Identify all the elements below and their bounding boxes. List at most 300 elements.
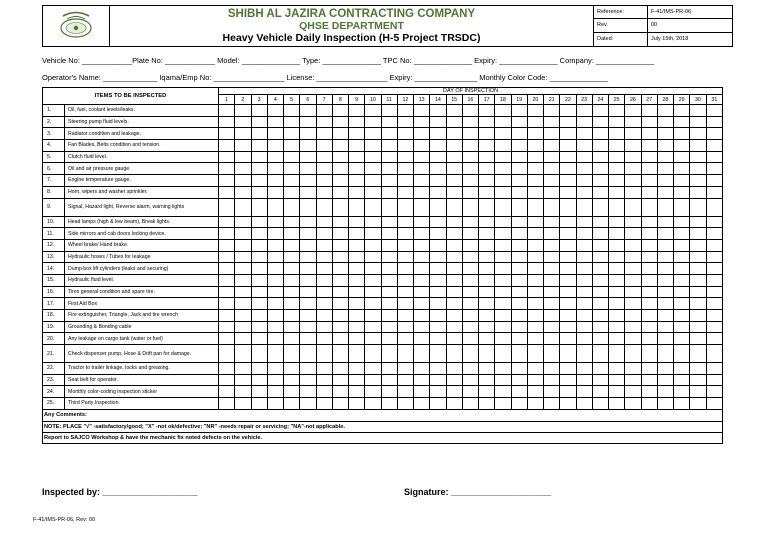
check-cell[interactable] bbox=[560, 140, 576, 152]
check-cell[interactable] bbox=[641, 274, 657, 286]
check-cell[interactable] bbox=[544, 398, 560, 410]
check-cell[interactable] bbox=[251, 175, 267, 187]
check-cell[interactable] bbox=[609, 228, 625, 240]
check-cell[interactable] bbox=[511, 175, 527, 187]
check-cell[interactable] bbox=[397, 128, 413, 140]
check-cell[interactable] bbox=[430, 163, 446, 175]
check-cell[interactable] bbox=[544, 116, 560, 128]
check-cell[interactable] bbox=[479, 321, 495, 333]
check-cell[interactable] bbox=[365, 239, 381, 251]
check-cell[interactable] bbox=[267, 274, 283, 286]
check-cell[interactable] bbox=[235, 263, 251, 275]
check-cell[interactable] bbox=[446, 374, 462, 386]
check-cell[interactable] bbox=[609, 216, 625, 228]
check-cell[interactable] bbox=[674, 386, 690, 398]
check-cell[interactable] bbox=[641, 374, 657, 386]
check-cell[interactable] bbox=[560, 298, 576, 310]
check-cell[interactable] bbox=[674, 251, 690, 263]
check-cell[interactable] bbox=[544, 374, 560, 386]
check-cell[interactable] bbox=[349, 374, 365, 386]
check-cell[interactable] bbox=[284, 140, 300, 152]
check-cell[interactable] bbox=[544, 251, 560, 263]
check-cell[interactable] bbox=[349, 198, 365, 216]
check-cell[interactable] bbox=[511, 298, 527, 310]
check-cell[interactable] bbox=[219, 105, 235, 117]
check-cell[interactable] bbox=[479, 333, 495, 345]
check-cell[interactable] bbox=[674, 363, 690, 375]
check-cell[interactable] bbox=[235, 163, 251, 175]
check-cell[interactable] bbox=[430, 216, 446, 228]
check-cell[interactable] bbox=[251, 228, 267, 240]
check-cell[interactable] bbox=[414, 105, 430, 117]
check-cell[interactable] bbox=[576, 345, 592, 363]
check-cell[interactable] bbox=[462, 363, 478, 375]
check-cell[interactable] bbox=[625, 175, 641, 187]
check-cell[interactable] bbox=[414, 128, 430, 140]
check-cell[interactable] bbox=[479, 163, 495, 175]
check-cell[interactable] bbox=[560, 186, 576, 198]
check-cell[interactable] bbox=[284, 363, 300, 375]
check-cell[interactable] bbox=[414, 345, 430, 363]
check-cell[interactable] bbox=[706, 286, 723, 298]
check-cell[interactable] bbox=[511, 198, 527, 216]
check-cell[interactable] bbox=[690, 151, 706, 163]
check-cell[interactable] bbox=[267, 286, 283, 298]
check-cell[interactable] bbox=[560, 151, 576, 163]
check-cell[interactable] bbox=[625, 274, 641, 286]
check-cell[interactable] bbox=[674, 151, 690, 163]
check-cell[interactable] bbox=[511, 105, 527, 117]
check-cell[interactable] bbox=[641, 251, 657, 263]
check-cell[interactable] bbox=[592, 151, 608, 163]
check-cell[interactable] bbox=[511, 151, 527, 163]
check-cell[interactable] bbox=[349, 116, 365, 128]
check-cell[interactable] bbox=[414, 263, 430, 275]
check-cell[interactable] bbox=[576, 263, 592, 275]
check-cell[interactable] bbox=[544, 298, 560, 310]
check-cell[interactable] bbox=[560, 398, 576, 410]
check-cell[interactable] bbox=[706, 151, 723, 163]
check-cell[interactable] bbox=[365, 263, 381, 275]
check-cell[interactable] bbox=[397, 286, 413, 298]
check-cell[interactable] bbox=[609, 321, 625, 333]
check-cell[interactable] bbox=[430, 286, 446, 298]
check-cell[interactable] bbox=[446, 286, 462, 298]
check-cell[interactable] bbox=[462, 333, 478, 345]
check-cell[interactable] bbox=[592, 321, 608, 333]
check-cell[interactable] bbox=[267, 310, 283, 322]
check-cell[interactable] bbox=[430, 321, 446, 333]
check-cell[interactable] bbox=[430, 274, 446, 286]
check-cell[interactable] bbox=[592, 175, 608, 187]
check-cell[interactable] bbox=[381, 274, 397, 286]
check-cell[interactable] bbox=[462, 298, 478, 310]
check-cell[interactable] bbox=[609, 298, 625, 310]
check-cell[interactable] bbox=[690, 140, 706, 152]
check-cell[interactable] bbox=[625, 251, 641, 263]
check-cell[interactable] bbox=[414, 386, 430, 398]
check-cell[interactable] bbox=[544, 286, 560, 298]
check-cell[interactable] bbox=[544, 216, 560, 228]
check-cell[interactable] bbox=[690, 374, 706, 386]
check-cell[interactable] bbox=[511, 163, 527, 175]
check-cell[interactable] bbox=[527, 228, 543, 240]
check-cell[interactable] bbox=[235, 363, 251, 375]
check-cell[interactable] bbox=[235, 216, 251, 228]
check-cell[interactable] bbox=[414, 274, 430, 286]
check-cell[interactable] bbox=[625, 239, 641, 251]
check-cell[interactable] bbox=[511, 239, 527, 251]
check-cell[interactable] bbox=[251, 140, 267, 152]
check-cell[interactable] bbox=[251, 286, 267, 298]
check-cell[interactable] bbox=[462, 345, 478, 363]
check-cell[interactable] bbox=[430, 105, 446, 117]
check-cell[interactable] bbox=[495, 274, 511, 286]
check-cell[interactable] bbox=[446, 298, 462, 310]
check-cell[interactable] bbox=[657, 128, 673, 140]
check-cell[interactable] bbox=[235, 321, 251, 333]
check-cell[interactable] bbox=[690, 251, 706, 263]
check-cell[interactable] bbox=[332, 333, 348, 345]
check-cell[interactable] bbox=[381, 175, 397, 187]
check-cell[interactable] bbox=[609, 105, 625, 117]
check-cell[interactable] bbox=[381, 263, 397, 275]
check-cell[interactable] bbox=[381, 116, 397, 128]
check-cell[interactable] bbox=[300, 198, 316, 216]
check-cell[interactable] bbox=[235, 151, 251, 163]
check-cell[interactable] bbox=[365, 310, 381, 322]
check-cell[interactable] bbox=[251, 386, 267, 398]
check-cell[interactable] bbox=[284, 163, 300, 175]
check-cell[interactable] bbox=[365, 198, 381, 216]
check-cell[interactable] bbox=[397, 274, 413, 286]
check-cell[interactable] bbox=[609, 374, 625, 386]
check-cell[interactable] bbox=[625, 374, 641, 386]
check-cell[interactable] bbox=[414, 310, 430, 322]
check-cell[interactable] bbox=[495, 251, 511, 263]
check-cell[interactable] bbox=[446, 345, 462, 363]
check-cell[interactable] bbox=[690, 345, 706, 363]
check-cell[interactable] bbox=[284, 105, 300, 117]
check-cell[interactable] bbox=[430, 140, 446, 152]
check-cell[interactable] bbox=[381, 345, 397, 363]
check-cell[interactable] bbox=[446, 175, 462, 187]
check-cell[interactable] bbox=[511, 228, 527, 240]
check-cell[interactable] bbox=[592, 163, 608, 175]
check-cell[interactable] bbox=[349, 140, 365, 152]
check-cell[interactable] bbox=[706, 239, 723, 251]
check-cell[interactable] bbox=[511, 140, 527, 152]
check-cell[interactable] bbox=[235, 286, 251, 298]
check-cell[interactable] bbox=[235, 333, 251, 345]
check-cell[interactable] bbox=[332, 198, 348, 216]
check-cell[interactable] bbox=[641, 386, 657, 398]
check-cell[interactable] bbox=[674, 398, 690, 410]
check-cell[interactable] bbox=[446, 186, 462, 198]
check-cell[interactable] bbox=[235, 374, 251, 386]
check-cell[interactable] bbox=[284, 228, 300, 240]
check-cell[interactable] bbox=[332, 274, 348, 286]
check-cell[interactable] bbox=[690, 239, 706, 251]
check-cell[interactable] bbox=[381, 333, 397, 345]
check-cell[interactable] bbox=[235, 310, 251, 322]
check-cell[interactable] bbox=[527, 398, 543, 410]
check-cell[interactable] bbox=[251, 274, 267, 286]
check-cell[interactable] bbox=[332, 363, 348, 375]
check-cell[interactable] bbox=[462, 374, 478, 386]
check-cell[interactable] bbox=[284, 239, 300, 251]
check-cell[interactable] bbox=[641, 151, 657, 163]
check-cell[interactable] bbox=[267, 374, 283, 386]
check-cell[interactable] bbox=[381, 310, 397, 322]
check-cell[interactable] bbox=[625, 286, 641, 298]
check-cell[interactable] bbox=[641, 298, 657, 310]
check-cell[interactable] bbox=[479, 151, 495, 163]
check-cell[interactable] bbox=[657, 116, 673, 128]
check-cell[interactable] bbox=[430, 398, 446, 410]
check-cell[interactable] bbox=[414, 140, 430, 152]
check-cell[interactable] bbox=[267, 163, 283, 175]
check-cell[interactable] bbox=[381, 198, 397, 216]
check-cell[interactable] bbox=[641, 333, 657, 345]
check-cell[interactable] bbox=[479, 398, 495, 410]
check-cell[interactable] bbox=[251, 310, 267, 322]
check-cell[interactable] bbox=[690, 186, 706, 198]
check-cell[interactable] bbox=[414, 298, 430, 310]
check-cell[interactable] bbox=[332, 105, 348, 117]
check-cell[interactable] bbox=[284, 298, 300, 310]
check-cell[interactable] bbox=[511, 398, 527, 410]
check-cell[interactable] bbox=[300, 310, 316, 322]
check-cell[interactable] bbox=[251, 374, 267, 386]
check-cell[interactable] bbox=[316, 105, 332, 117]
check-cell[interactable] bbox=[625, 163, 641, 175]
check-cell[interactable] bbox=[251, 298, 267, 310]
check-cell[interactable] bbox=[349, 286, 365, 298]
check-cell[interactable] bbox=[446, 105, 462, 117]
check-cell[interactable] bbox=[430, 363, 446, 375]
check-cell[interactable] bbox=[560, 345, 576, 363]
check-cell[interactable] bbox=[625, 198, 641, 216]
check-cell[interactable] bbox=[641, 321, 657, 333]
check-cell[interactable] bbox=[544, 333, 560, 345]
check-cell[interactable] bbox=[690, 274, 706, 286]
check-cell[interactable] bbox=[251, 186, 267, 198]
check-cell[interactable] bbox=[706, 386, 723, 398]
check-cell[interactable] bbox=[527, 345, 543, 363]
check-cell[interactable] bbox=[576, 310, 592, 322]
check-cell[interactable] bbox=[316, 198, 332, 216]
check-cell[interactable] bbox=[397, 116, 413, 128]
check-cell[interactable] bbox=[544, 186, 560, 198]
check-cell[interactable] bbox=[706, 128, 723, 140]
check-cell[interactable] bbox=[576, 251, 592, 263]
check-cell[interactable] bbox=[706, 374, 723, 386]
check-cell[interactable] bbox=[332, 116, 348, 128]
check-cell[interactable] bbox=[219, 198, 235, 216]
check-cell[interactable] bbox=[625, 140, 641, 152]
check-cell[interactable] bbox=[479, 274, 495, 286]
check-cell[interactable] bbox=[219, 286, 235, 298]
check-cell[interactable] bbox=[251, 216, 267, 228]
check-cell[interactable] bbox=[251, 128, 267, 140]
check-cell[interactable] bbox=[381, 321, 397, 333]
check-cell[interactable] bbox=[414, 163, 430, 175]
check-cell[interactable] bbox=[300, 386, 316, 398]
check-cell[interactable] bbox=[316, 310, 332, 322]
check-cell[interactable] bbox=[527, 374, 543, 386]
check-cell[interactable] bbox=[560, 198, 576, 216]
check-cell[interactable] bbox=[657, 163, 673, 175]
check-cell[interactable] bbox=[560, 116, 576, 128]
check-cell[interactable] bbox=[462, 151, 478, 163]
check-cell[interactable] bbox=[641, 128, 657, 140]
check-cell[interactable] bbox=[479, 198, 495, 216]
check-cell[interactable] bbox=[544, 263, 560, 275]
check-cell[interactable] bbox=[414, 198, 430, 216]
check-cell[interactable] bbox=[495, 216, 511, 228]
check-cell[interactable] bbox=[462, 251, 478, 263]
check-cell[interactable] bbox=[462, 198, 478, 216]
check-cell[interactable] bbox=[641, 116, 657, 128]
check-cell[interactable] bbox=[609, 333, 625, 345]
check-cell[interactable] bbox=[527, 128, 543, 140]
check-cell[interactable] bbox=[527, 286, 543, 298]
check-cell[interactable] bbox=[267, 345, 283, 363]
check-cell[interactable] bbox=[365, 251, 381, 263]
check-cell[interactable] bbox=[365, 374, 381, 386]
check-cell[interactable] bbox=[267, 251, 283, 263]
check-cell[interactable] bbox=[446, 363, 462, 375]
check-cell[interactable] bbox=[576, 116, 592, 128]
check-cell[interactable] bbox=[479, 175, 495, 187]
check-cell[interactable] bbox=[219, 163, 235, 175]
check-cell[interactable] bbox=[576, 286, 592, 298]
check-cell[interactable] bbox=[625, 345, 641, 363]
check-cell[interactable] bbox=[462, 386, 478, 398]
check-cell[interactable] bbox=[284, 398, 300, 410]
check-cell[interactable] bbox=[381, 151, 397, 163]
check-cell[interactable] bbox=[625, 386, 641, 398]
check-cell[interactable] bbox=[544, 321, 560, 333]
check-cell[interactable] bbox=[495, 333, 511, 345]
check-cell[interactable] bbox=[706, 186, 723, 198]
check-cell[interactable] bbox=[544, 228, 560, 240]
check-cell[interactable] bbox=[316, 128, 332, 140]
check-cell[interactable] bbox=[462, 239, 478, 251]
check-cell[interactable] bbox=[674, 105, 690, 117]
check-cell[interactable] bbox=[219, 128, 235, 140]
check-cell[interactable] bbox=[706, 140, 723, 152]
check-cell[interactable] bbox=[219, 239, 235, 251]
check-cell[interactable] bbox=[267, 198, 283, 216]
check-cell[interactable] bbox=[576, 198, 592, 216]
check-cell[interactable] bbox=[267, 398, 283, 410]
check-cell[interactable] bbox=[316, 398, 332, 410]
check-cell[interactable] bbox=[365, 398, 381, 410]
check-cell[interactable] bbox=[609, 363, 625, 375]
check-cell[interactable] bbox=[446, 321, 462, 333]
check-cell[interactable] bbox=[560, 274, 576, 286]
check-cell[interactable] bbox=[609, 140, 625, 152]
check-cell[interactable] bbox=[527, 263, 543, 275]
check-cell[interactable] bbox=[381, 239, 397, 251]
check-cell[interactable] bbox=[657, 398, 673, 410]
check-cell[interactable] bbox=[316, 386, 332, 398]
check-cell[interactable] bbox=[495, 310, 511, 322]
check-cell[interactable] bbox=[544, 345, 560, 363]
check-cell[interactable] bbox=[657, 239, 673, 251]
check-cell[interactable] bbox=[316, 345, 332, 363]
check-cell[interactable] bbox=[527, 163, 543, 175]
check-cell[interactable] bbox=[690, 321, 706, 333]
check-cell[interactable] bbox=[332, 398, 348, 410]
check-cell[interactable] bbox=[414, 398, 430, 410]
check-cell[interactable] bbox=[414, 321, 430, 333]
check-cell[interactable] bbox=[397, 239, 413, 251]
check-cell[interactable] bbox=[690, 175, 706, 187]
check-cell[interactable] bbox=[446, 274, 462, 286]
check-cell[interactable] bbox=[300, 151, 316, 163]
check-cell[interactable] bbox=[235, 140, 251, 152]
check-cell[interactable] bbox=[657, 310, 673, 322]
check-cell[interactable] bbox=[641, 398, 657, 410]
check-cell[interactable] bbox=[576, 163, 592, 175]
check-cell[interactable] bbox=[397, 333, 413, 345]
check-cell[interactable] bbox=[527, 386, 543, 398]
check-cell[interactable] bbox=[657, 251, 673, 263]
check-cell[interactable] bbox=[397, 363, 413, 375]
check-cell[interactable] bbox=[219, 216, 235, 228]
check-cell[interactable] bbox=[527, 116, 543, 128]
check-cell[interactable] bbox=[414, 374, 430, 386]
check-cell[interactable] bbox=[706, 216, 723, 228]
check-cell[interactable] bbox=[446, 251, 462, 263]
check-cell[interactable] bbox=[446, 228, 462, 240]
check-cell[interactable] bbox=[576, 239, 592, 251]
check-cell[interactable] bbox=[609, 386, 625, 398]
check-cell[interactable] bbox=[479, 386, 495, 398]
check-cell[interactable] bbox=[544, 363, 560, 375]
check-cell[interactable] bbox=[479, 251, 495, 263]
check-cell[interactable] bbox=[349, 151, 365, 163]
check-cell[interactable] bbox=[462, 116, 478, 128]
check-cell[interactable] bbox=[495, 398, 511, 410]
check-cell[interactable] bbox=[592, 345, 608, 363]
check-cell[interactable] bbox=[267, 186, 283, 198]
check-cell[interactable] bbox=[544, 140, 560, 152]
check-cell[interactable] bbox=[495, 175, 511, 187]
check-cell[interactable] bbox=[316, 263, 332, 275]
check-cell[interactable] bbox=[560, 263, 576, 275]
check-cell[interactable] bbox=[381, 128, 397, 140]
check-cell[interactable] bbox=[365, 151, 381, 163]
check-cell[interactable] bbox=[365, 175, 381, 187]
check-cell[interactable] bbox=[560, 216, 576, 228]
check-cell[interactable] bbox=[609, 286, 625, 298]
check-cell[interactable] bbox=[592, 228, 608, 240]
check-cell[interactable] bbox=[300, 116, 316, 128]
check-cell[interactable] bbox=[430, 128, 446, 140]
check-cell[interactable] bbox=[381, 386, 397, 398]
check-cell[interactable] bbox=[267, 116, 283, 128]
check-cell[interactable] bbox=[592, 333, 608, 345]
check-cell[interactable] bbox=[316, 374, 332, 386]
check-cell[interactable] bbox=[219, 363, 235, 375]
check-cell[interactable] bbox=[446, 116, 462, 128]
check-cell[interactable] bbox=[560, 175, 576, 187]
check-cell[interactable] bbox=[332, 263, 348, 275]
